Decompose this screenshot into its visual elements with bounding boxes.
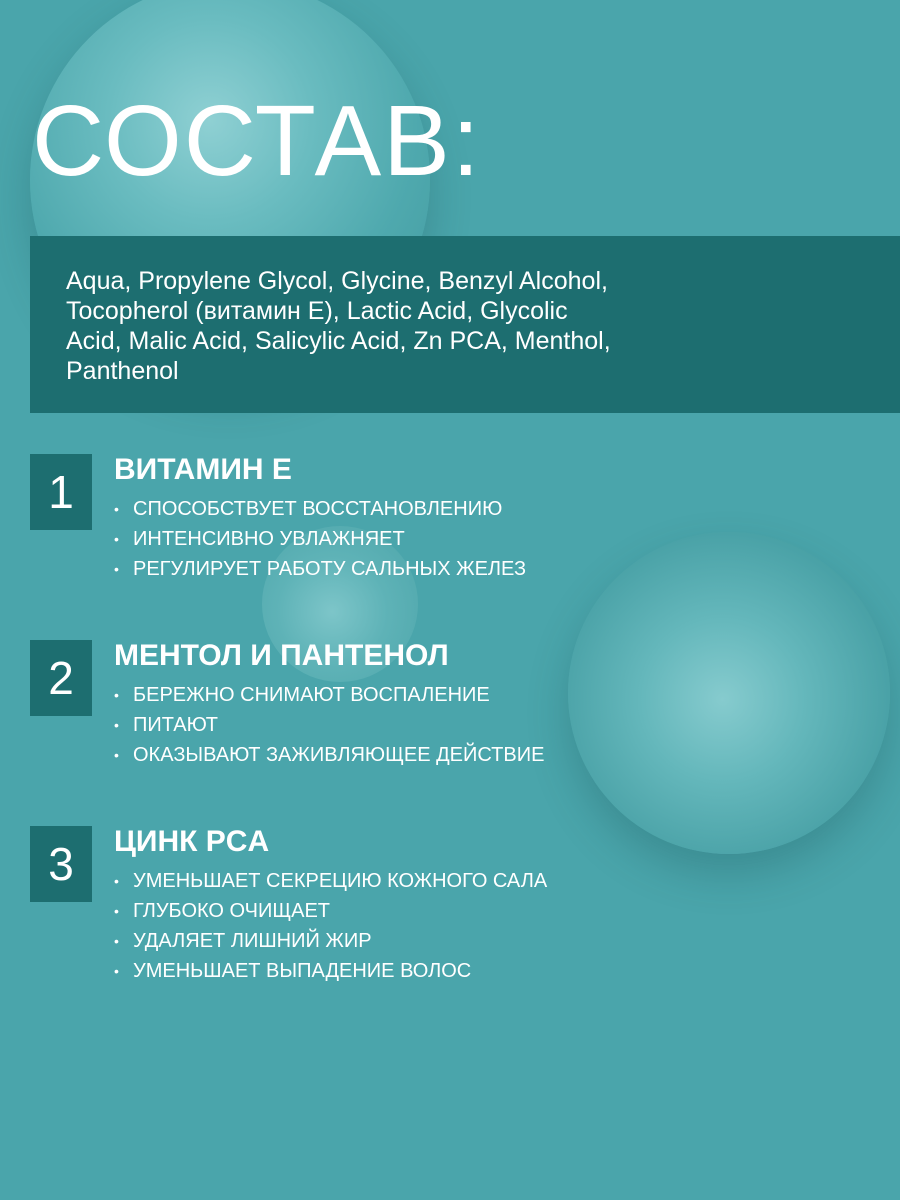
section-number-badge: 3: [30, 826, 92, 902]
section-title: ВИТАМИН Е: [114, 453, 292, 486]
benefit-list: [114, 494, 526, 584]
benefit-item: • ИНТЕНСИВНО УВЛАЖНЯЕТ: [114, 524, 526, 554]
benefit-item: • УМЕНЬШАЕТ ВЫПАДЕНИЕ ВОЛОС: [114, 956, 547, 986]
section-number-badge: 1: [30, 454, 92, 530]
ingredients-panel: [30, 236, 900, 413]
benefit-item: • СПОСОБСТВУЕТ ВОССТАНОВЛЕНИЮ: [114, 494, 526, 524]
benefit-item: • УМЕНЬШАЕТ СЕКРЕЦИЮ КОЖНОГО САЛА: [114, 866, 547, 896]
benefit-item: • ПИТАЮТ: [114, 710, 544, 740]
section-number-badge: 2: [30, 640, 92, 716]
benefit-item: • БЕРЕЖНО СНИМАЮТ ВОСПАЛЕНИЕ: [114, 680, 544, 710]
section-title: МЕНТОЛ И ПАНТЕНОЛ: [114, 639, 449, 672]
section-title: ЦИНК PCA: [114, 825, 270, 858]
benefit-item: • РЕГУЛИРУЕТ РАБОТУ САЛЬНЫХ ЖЕЛЕЗ: [114, 554, 526, 584]
decorative-sphere-right: [568, 532, 890, 854]
benefit-item: • ГЛУБОКО ОЧИЩАЕТ: [114, 896, 547, 926]
benefit-item: • УДАЛЯЕТ ЛИШНИЙ ЖИР: [114, 926, 547, 956]
ingredients-list: Aqua, Propylene Glycol, Glycine, Benzyl Alcohol, Tocopherol (витамин Е), Lactic Acid, Glycolic Acid, Malic Acid, Salicylic Acid, Zn PCA, Menthol, Panthenol: [66, 267, 611, 385]
benefit-list: [114, 866, 547, 986]
benefit-item: • ОКАЗЫВАЮТ ЗАЖИВЛЯЮЩЕЕ ДЕЙСТВИЕ: [114, 740, 544, 770]
benefit-list: [114, 680, 544, 770]
page-title: СОСТАВ:: [32, 85, 482, 197]
